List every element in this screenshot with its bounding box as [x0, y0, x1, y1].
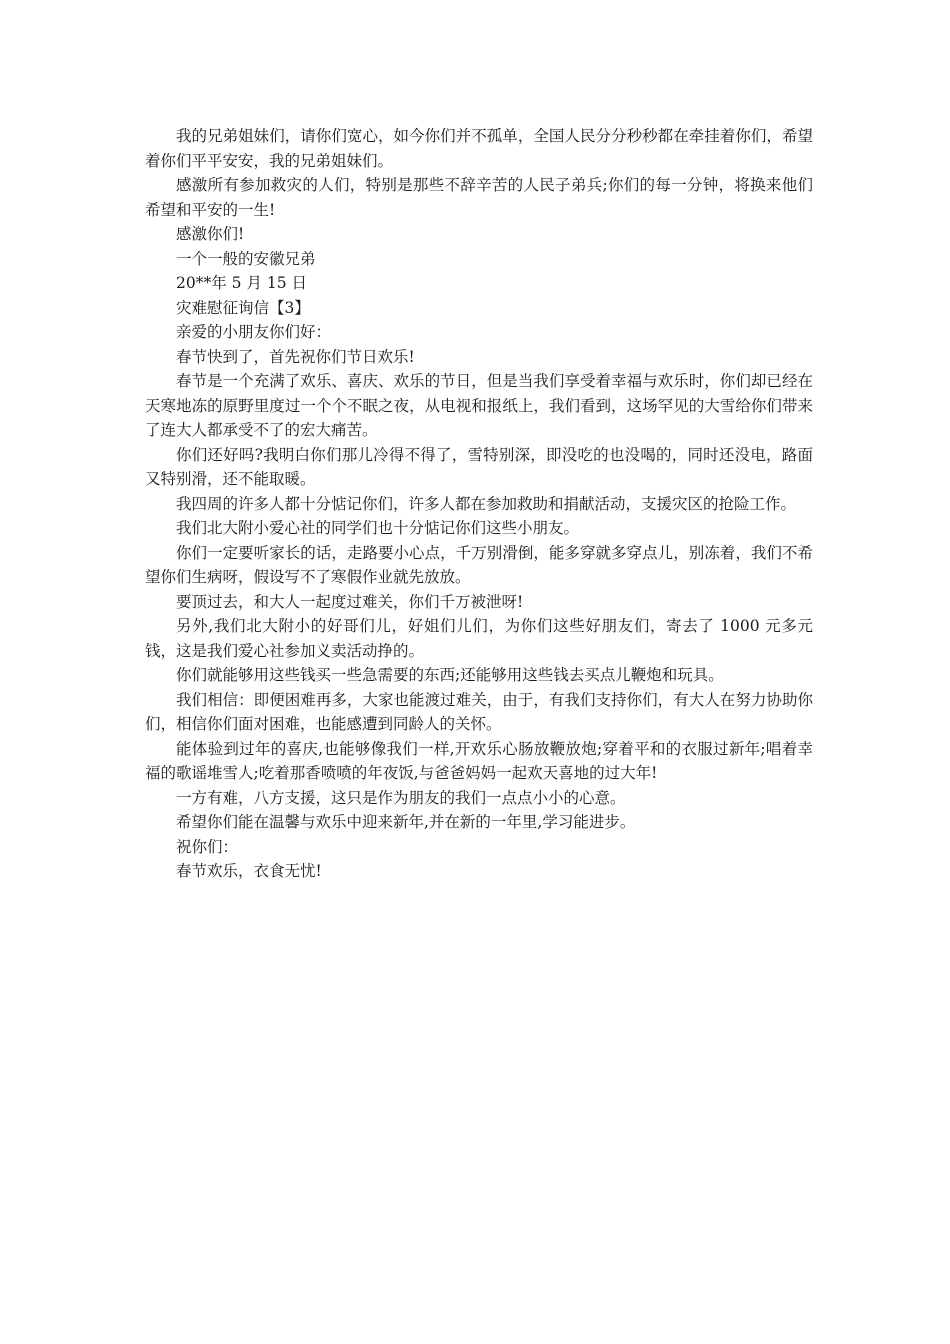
- paragraph: 你们就能够用这些钱买一些急需要的东西;还能够用这些钱去买点儿鞭炮和玩具。: [176, 666, 724, 684]
- paragraph: 能体验到过年的喜庆,也能够像我们一样,开欢乐心肠放鞭放炮;穿着平和的衣服过新年;唱着幸福的歌谣堆雪人;吃着那香喷喷的年夜饭,与爸爸妈妈一起欢天喜地的过大年!: [145, 739, 813, 782]
- salutation: 亲爱的小朋友你们好：: [176, 323, 332, 341]
- closing-wish: 春节欢乐，衣食无忧!: [176, 862, 322, 880]
- paragraph: 另外,我们北大附小的好哥们儿，好姐们儿们，为你们这些好朋友们，寄去了 1000 元多元钱，这是我们爱心社参加义卖活动挣的。: [145, 617, 813, 660]
- paragraph: 我们相信：即便困难再多，大家也能渡过难关，由于，有我们支持你们，有大人在努力协助你们，相信你们面对困难，也能感遭到同龄人的关怀。: [145, 690, 813, 733]
- paragraph: 春节快到了，首先祝你们节日欢乐!: [176, 347, 415, 366]
- date-line: 20**年 5 月 15 日: [176, 274, 308, 292]
- section-heading: 灾难慰征询信【3】: [176, 298, 310, 317]
- closing-line: 祝你们：: [176, 837, 239, 856]
- paragraph: 你们还好吗?我明白你们那儿冷得不得了，雪特别深，即没吃的也没喝的，同时还没电，路面又特别滑，还不能取暖。: [145, 445, 813, 488]
- signature-line: 一个一般的安徽兄弟: [176, 249, 316, 268]
- paragraph: 感激所有参加救灾的人们，特别是那些不辞辛苦的人民子弟兵;你们的每一分钟，将换来他们希望和平安的一生!: [145, 176, 813, 219]
- paragraph: 希望你们能在温馨与欢乐中迎来新年,并在新的一年里,学习能进步。: [176, 813, 636, 831]
- paragraph: 你们一定要听家长的话，走路要小心点，千万别滑倒，能多穿就多穿点儿，别冻着，我们不希望你们生病呀，假设写不了寒假作业就先放放。: [145, 543, 813, 586]
- paragraph: 我的兄弟姐妹们，请你们宽心，如今你们并不孤单，全国人民分分秒秒都在牵挂着你们，希望着你们平平安安，我的兄弟姐妹们。: [145, 127, 813, 170]
- paragraph: 一方有难，八方支援，这只是作为朋友的我们一点点小小的心意。: [176, 788, 626, 807]
- paragraph: 春节是一个充满了欢乐、喜庆、欢乐的节日，但是当我们享受着幸福与欢乐时，你们却已经在天寒地冻的原野里度过一个个不眠之夜，从电视和报纸上，我们看到，这场罕见的大雪给你们带来了连大人都承受不了的宏大痛苦。: [145, 372, 813, 439]
- paragraph: 要顶过去，和大人一起度过难关，你们千万被泄呀!: [176, 592, 524, 611]
- paragraph: 我们北大附小爱心社的同学们也十分惦记你们这些小朋友。: [176, 519, 580, 537]
- paragraph: 感激你们!: [176, 225, 245, 243]
- paragraph: 我四周的许多人都十分惦记你们，许多人都在参加救助和捐献活动，支援灾区的抢险工作。: [176, 494, 797, 513]
- letter-body: [145, 124, 813, 884]
